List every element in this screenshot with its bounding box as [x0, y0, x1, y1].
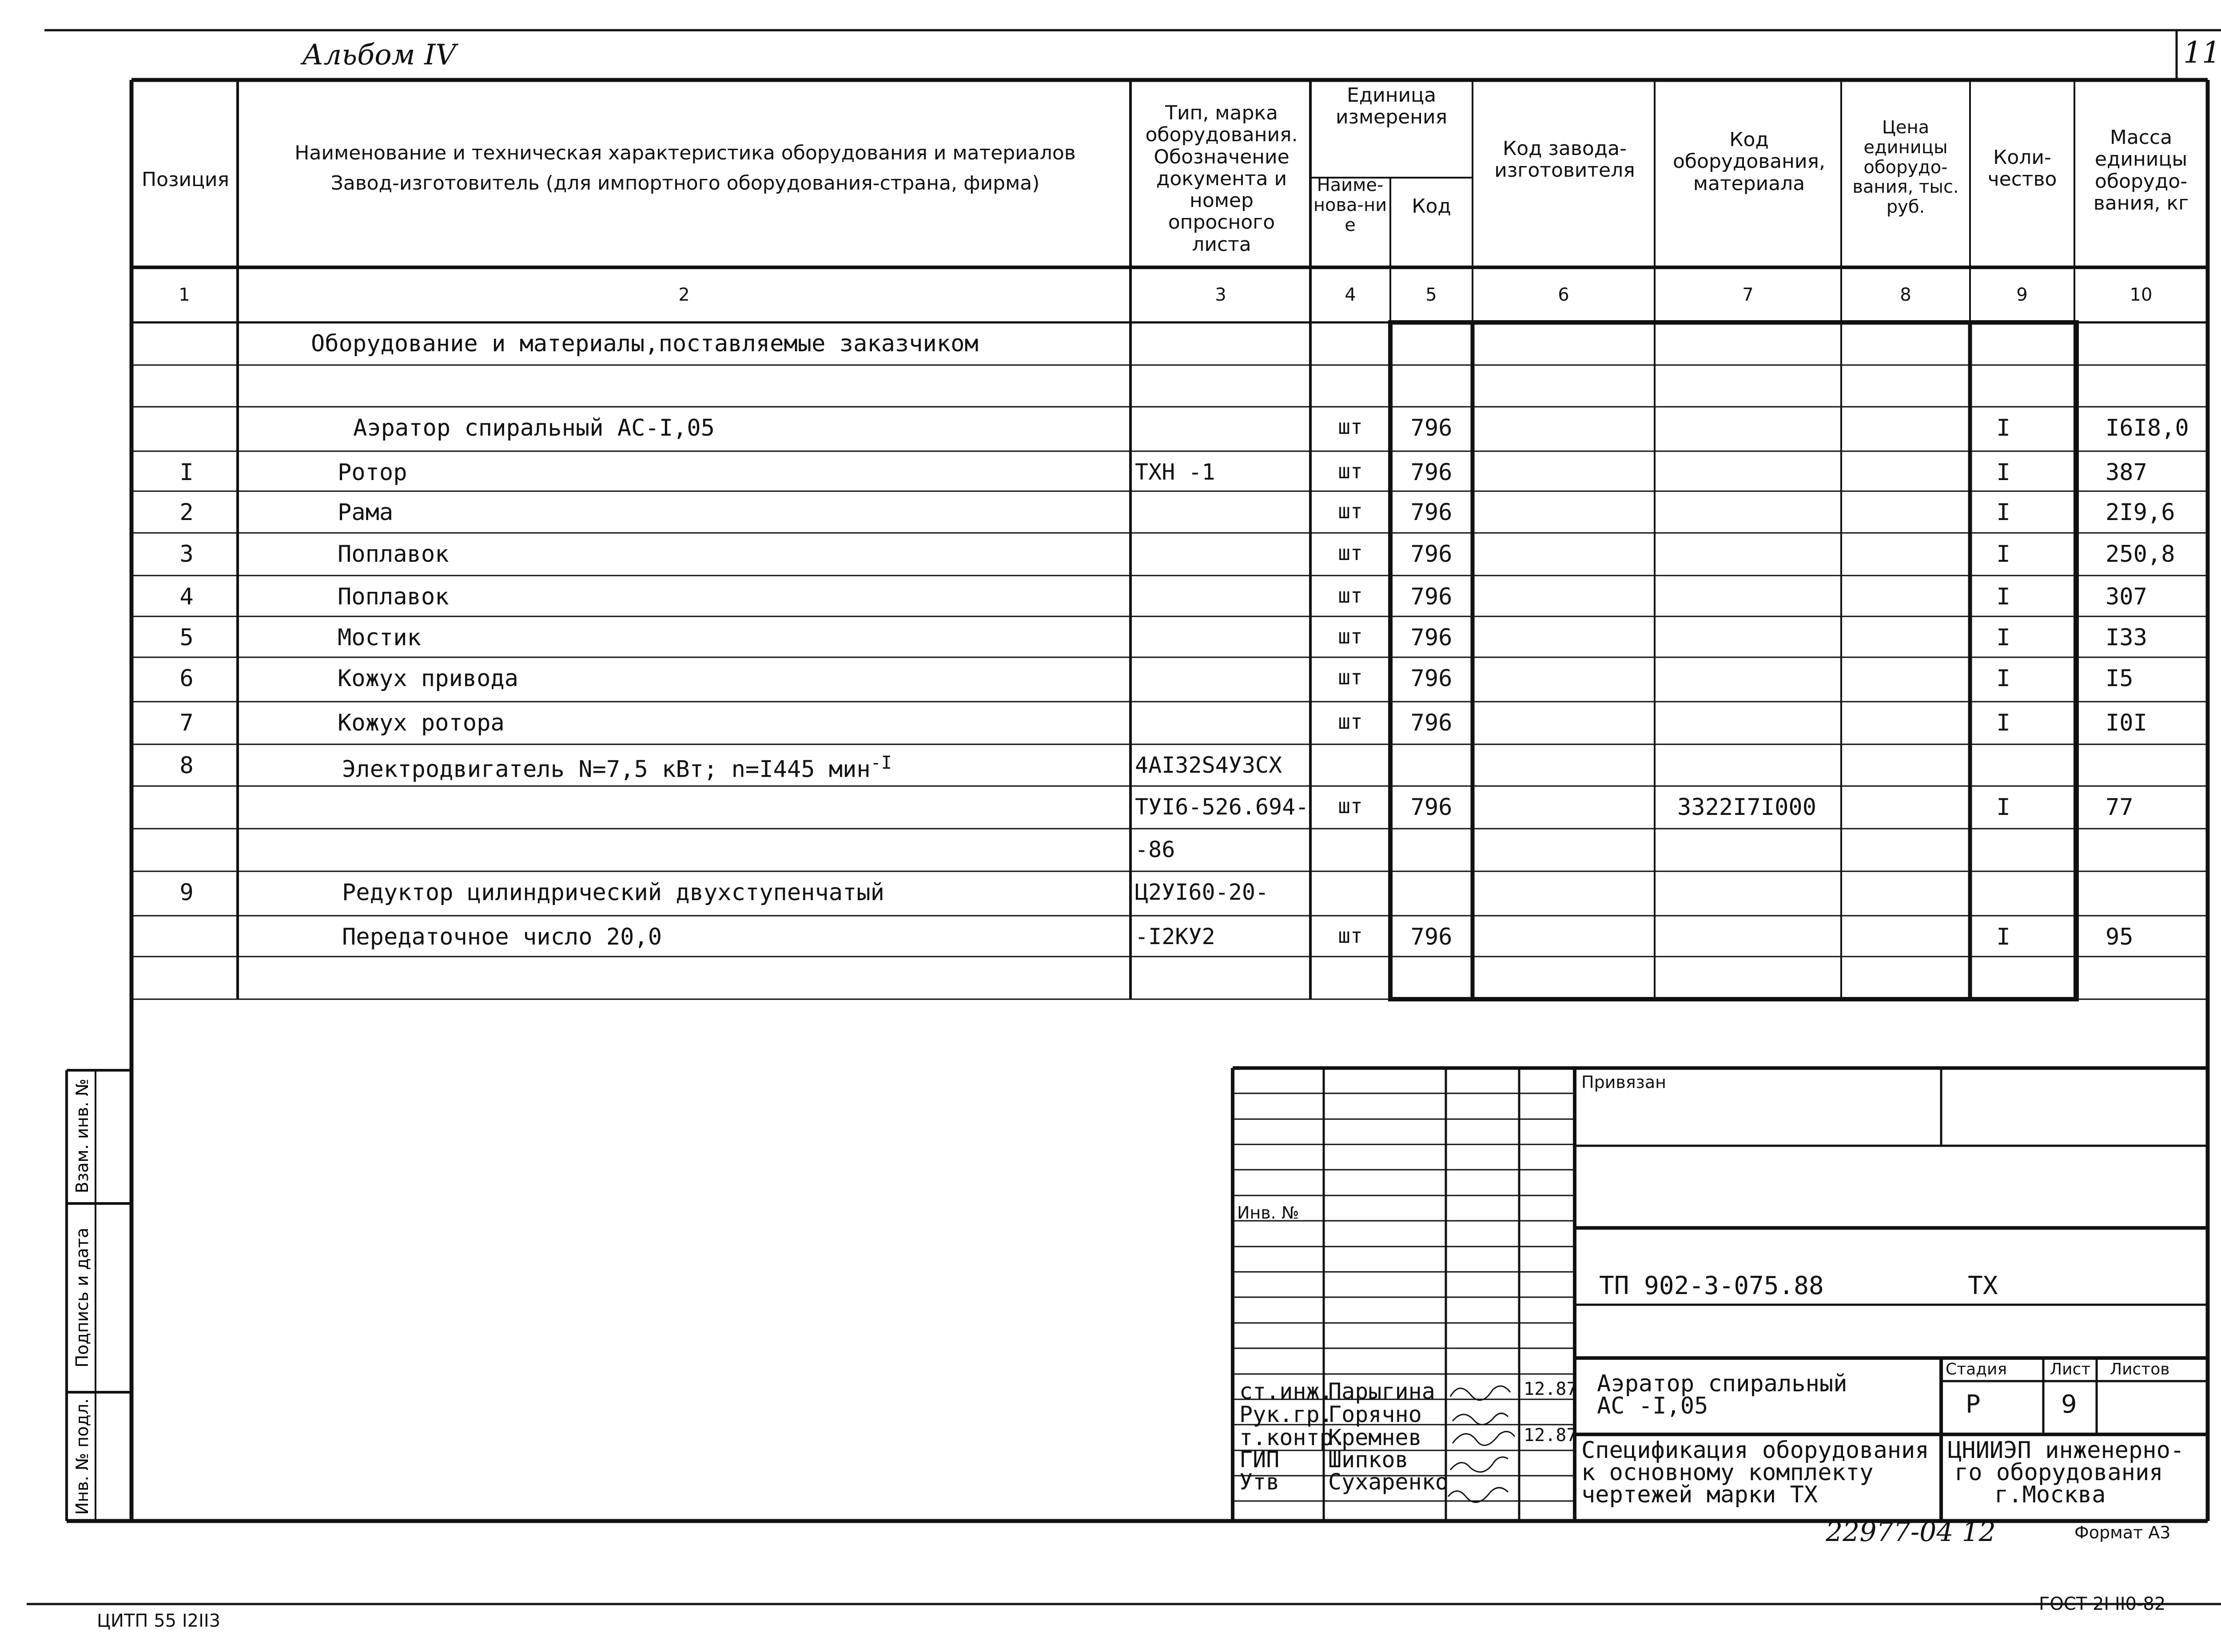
header-quantity: Коли-чество	[1987, 146, 2057, 191]
cell-name: Электродвигатель N=7,5 кВт; n=I445 мин$^{-I}$	[342, 753, 892, 783]
cell-name: Рама	[338, 499, 394, 526]
header-price: Цена единицы оборудо-вания, тыс. руб.	[1852, 117, 1959, 218]
column-number: 5	[1425, 285, 1437, 305]
cell-unit-code: 796	[1410, 924, 1453, 950]
cell-unit: шт	[1338, 924, 1363, 948]
format-label: Формат А3	[2074, 1523, 2171, 1542]
column-number: 8	[1900, 285, 1911, 305]
cell-quantity: I	[1996, 624, 2010, 651]
cell-name: Ротор	[338, 459, 407, 486]
column-number: 7	[1742, 285, 1754, 305]
cell-unit: шт	[1338, 665, 1363, 689]
stamp-stage-value: Р	[1966, 1390, 1981, 1419]
cell-position: 3	[179, 541, 194, 568]
cell-mass: I33	[2106, 624, 2147, 651]
signatory-name: Горячно	[1328, 1402, 1422, 1427]
cell-mass: 95	[2106, 924, 2133, 950]
signatory-role: ГИП	[1239, 1447, 1280, 1473]
stamp-inv-no: Инв. №	[1237, 1203, 1299, 1223]
cell-name: Кожух привода	[338, 665, 518, 692]
header-name-line2: Завод-изготовитель (для импортного оборудования-страна, фирма)	[330, 172, 1040, 195]
signatory-name: Шипков	[1328, 1447, 1409, 1473]
cell-name: Кожух ротора	[338, 710, 505, 736]
cell-type: ТХН -1	[1135, 459, 1215, 485]
stamp-sheets-label: Листов	[2110, 1360, 2170, 1378]
cell-unit: шт	[1338, 584, 1363, 608]
cell-type: -I2КУ2	[1135, 924, 1215, 949]
cell-position: 9	[179, 879, 194, 906]
stamp-title-line2: АС -I,05	[1597, 1393, 1708, 1419]
cell-mass: 307	[2106, 584, 2147, 610]
stamp-title-line1: Аэратор спиральный	[1597, 1370, 1847, 1397]
cell-name-superscript: -I	[870, 753, 892, 773]
cell-quantity: I	[1996, 710, 2010, 736]
cell-position: 2	[179, 499, 194, 526]
cell-unit: шт	[1338, 459, 1363, 483]
cell-type: -86	[1135, 837, 1175, 862]
header-unit-name: Наиме-нова-ние	[1313, 175, 1387, 235]
signatory-role: ст.инж.	[1239, 1378, 1333, 1404]
cell-type: ТУI6-526.694-	[1135, 794, 1309, 820]
cell-unit-code: 796	[1410, 710, 1453, 736]
stamp-doc-suffix: ТХ	[1968, 1271, 1998, 1300]
signatory-role: Утв	[1239, 1469, 1280, 1495]
cell-quantity: I	[1996, 584, 2010, 610]
cell-quantity: I	[1996, 415, 2010, 441]
cell-unit: шт	[1338, 710, 1363, 734]
column-number: 6	[1558, 285, 1569, 305]
cell-unit: шт	[1338, 499, 1363, 523]
cell-unit: шт	[1338, 794, 1363, 818]
cell-unit-code: 796	[1410, 459, 1453, 486]
cell-unit-code: 796	[1410, 584, 1453, 610]
stamp-doc-code: ТП 902-3-075.88	[1599, 1271, 1824, 1300]
cell-unit-code: 796	[1410, 499, 1453, 526]
stamp-spec-line1: Спецификация оборудования	[1581, 1437, 1929, 1464]
stamp-stage-label: Стадия	[1946, 1360, 2007, 1378]
signatory-name: Сухаренко	[1328, 1469, 1449, 1495]
cell-unit: шт	[1338, 541, 1363, 565]
label-podpis-data: Подпись и дата	[72, 1227, 92, 1368]
cell-quantity: I	[1996, 499, 2010, 526]
cell-position: 4	[179, 584, 194, 610]
cell-mass: I6I8,0	[2106, 415, 2189, 441]
cell-name: Поплавок	[338, 541, 449, 568]
header-position: Позиция	[141, 168, 229, 191]
gost-label: ГОСТ 2I II0-82	[2039, 1594, 2166, 1614]
stamp-org-line2: го оборудования	[1954, 1459, 2163, 1486]
column-number: 2	[678, 285, 690, 305]
column-number: 9	[2016, 285, 2028, 305]
column-number: 1	[179, 285, 190, 305]
cell-mass: 387	[2106, 459, 2147, 486]
cell-unit-code: 796	[1410, 794, 1453, 821]
cell-unit-code: 796	[1410, 665, 1453, 692]
stamp-sheet-value: 9	[2061, 1390, 2077, 1419]
header-unit-code: Код	[1412, 195, 1451, 218]
corner-sheet-number: 11	[2183, 36, 2221, 70]
column-number: 10	[2129, 285, 2153, 305]
signatory-name: Кремнев	[1328, 1425, 1422, 1450]
cell-unit-code: 796	[1410, 415, 1453, 441]
column-number: 4	[1345, 285, 1356, 305]
stamp-spec-line2: к основному комплекту	[1581, 1459, 1874, 1486]
signatory-date: 12.87	[1524, 1425, 1577, 1446]
cell-unit: шт	[1338, 624, 1363, 648]
stamp-privyazan: Привязан	[1581, 1072, 1666, 1092]
column-number: 3	[1215, 285, 1226, 305]
cell-quantity: I	[1996, 794, 2010, 821]
cell-name: Поплавок	[338, 584, 449, 610]
cell-unit-code: 796	[1410, 541, 1453, 568]
cell-unit: шт	[1338, 415, 1363, 439]
cell-quantity: I	[1996, 541, 2010, 568]
cell-unit-code: 796	[1410, 624, 1453, 651]
header-name-line1: Наименование и техническая характеристика оборудования и материалов	[295, 142, 1076, 164]
header-equipment-code: Код оборудования, материала	[1673, 128, 1825, 195]
stamp-spec-line3: чертежей марки ТХ	[1581, 1481, 1818, 1508]
cell-quantity: I	[1996, 459, 2010, 486]
cell-type: Ц2УI60-20-	[1135, 879, 1269, 905]
cell-mass: 77	[2106, 794, 2133, 821]
header-unit-group: Единица измерения	[1335, 84, 1448, 129]
header-factory-code: Код завода-изготовителя	[1494, 137, 1635, 182]
cell-mass: I0I	[2106, 710, 2147, 736]
signatory-date: 12.87	[1524, 1379, 1577, 1399]
label-inv-podl: Инв. № подл.	[72, 1398, 92, 1515]
label-vzam-inv: Взам. инв. №	[72, 1079, 92, 1194]
cell-equipment-code: 3322I7I000	[1677, 794, 1817, 821]
cell-position: 8	[179, 752, 194, 779]
cell-position: 6	[179, 665, 194, 692]
cell-mass: 250,8	[2106, 541, 2175, 568]
archive-number: 22977-04 12	[1826, 1517, 1996, 1548]
cell-position: 5	[179, 624, 194, 651]
cell-name: Оборудование и материалы,поставляемые заказчиком	[311, 330, 979, 357]
signatory-name: Парыгина	[1328, 1378, 1435, 1404]
cell-position: I	[179, 459, 194, 486]
cell-name: Аэратор спиральный АС-I,05	[353, 415, 715, 441]
cell-quantity: I	[1996, 665, 2010, 692]
header-mass: Масса единицы оборудо-вания, кг	[2093, 126, 2189, 214]
signatory-role: Рук.гр.	[1239, 1402, 1333, 1427]
cell-mass: 2I9,6	[2106, 499, 2175, 526]
cell-mass: I5	[2106, 665, 2133, 692]
cell-position: 7	[179, 710, 194, 736]
cell-name: Мостик	[338, 624, 421, 651]
cell-name: Редуктор цилиндрический двухступенчатый	[342, 879, 884, 906]
album-label: Альбом IV	[302, 39, 456, 71]
left-code: ЦИТП 55 I2II3	[97, 1611, 221, 1631]
cell-name: Передаточное число 20,0	[342, 924, 662, 950]
signatory-role: т.контр.	[1239, 1425, 1346, 1450]
cell-quantity: I	[1996, 924, 2010, 950]
cell-type: 4АI32S4У3СХ	[1135, 752, 1282, 778]
stamp-org-line1: ЦНИИЭП инженерно-	[1948, 1437, 2185, 1464]
header-type: Тип, марка оборудования. Обозначение документа и номер опросного листа	[1145, 102, 1298, 256]
stamp-sheet-label: Лист	[2050, 1360, 2091, 1378]
stamp-org-line3: г.Москва	[1994, 1481, 2106, 1508]
